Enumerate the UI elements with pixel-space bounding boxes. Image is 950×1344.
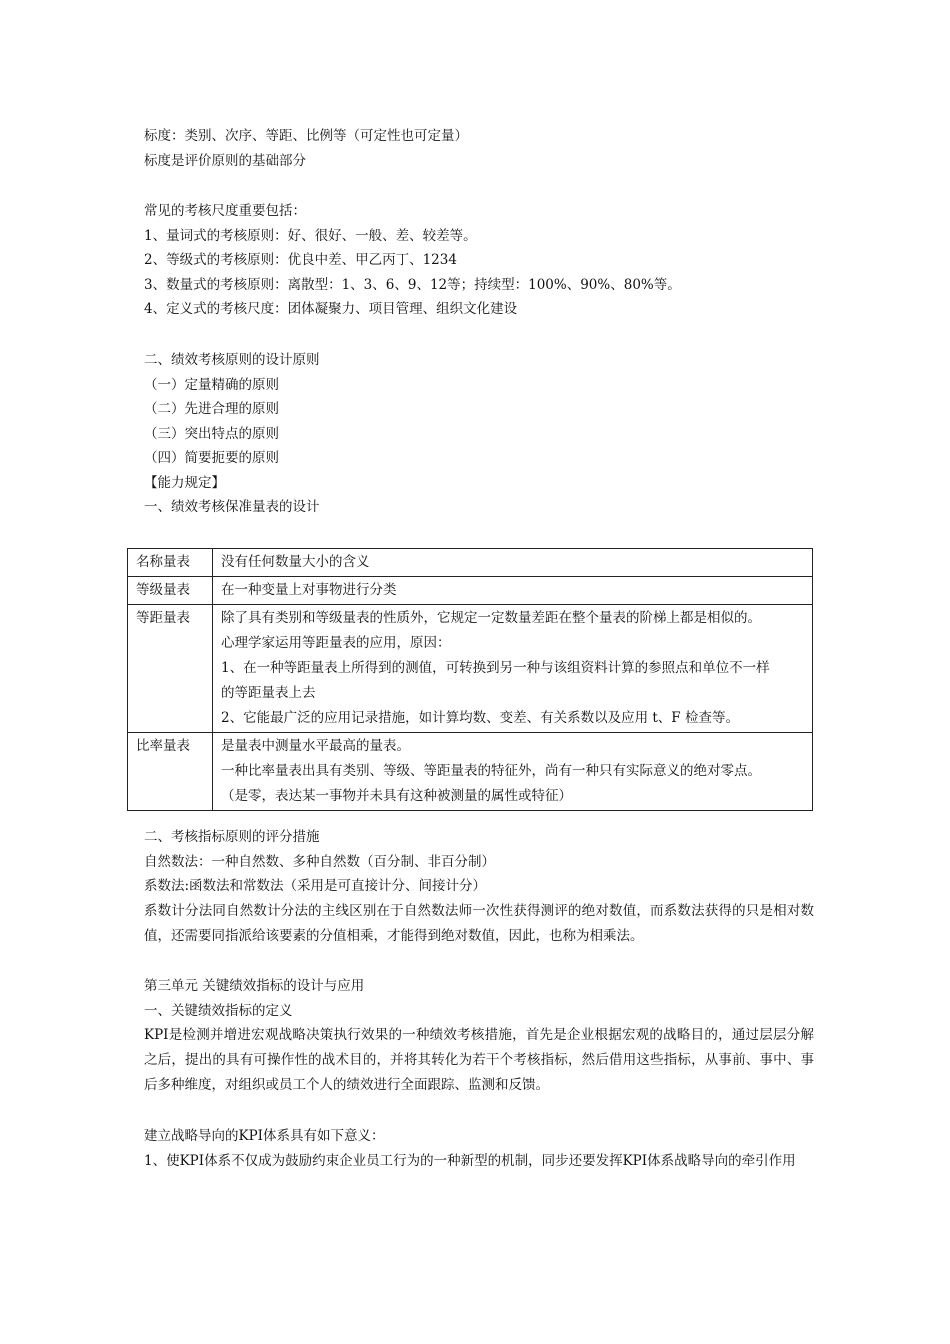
table-cell-name: 等级量表 bbox=[128, 577, 213, 605]
section-heading: 【能力规定】 bbox=[144, 474, 225, 491]
kpi-definition-block bbox=[144, 974, 814, 1098]
design-principles-block bbox=[144, 348, 814, 520]
section-heading: 二、考核指标原则的评分措施 bbox=[144, 829, 320, 845]
table-row bbox=[128, 549, 813, 577]
list-item: （四）简要扼要的原则 bbox=[144, 450, 279, 466]
text-line: 系数法:函数法和常数法（采用是可直接计分、间接计分） bbox=[144, 878, 487, 894]
list-item: （二）先进合理的原则 bbox=[144, 401, 279, 417]
text-line: 标度是评价原则的基础部分 bbox=[144, 152, 306, 169]
unit-heading: 第三单元 关键绩效指标的设计与应用 bbox=[144, 978, 365, 994]
section-heading: 一、绩效考核保准量表的设计 bbox=[144, 499, 320, 515]
common-scales-list bbox=[144, 199, 814, 322]
table-cell-desc: 没有任何数量大小的含义 bbox=[213, 549, 813, 577]
paragraph: KPI是检测并增进宏观战略决策执行效果的一种绩效考核措施，首先是企业根据宏观的战略目的，通过层层分解之后，提出的具有可操作性的战术目的，并将其转化为若干个考核指标，然后借用这些指标，从事前、事中、事后多种维度，对组织或员工个人的绩效进行全面跟踪、监测和反馈。 bbox=[144, 1027, 814, 1093]
paragraph: 系数计分法同自然数计分法的主线区别在于自然数法师一次性获得测评的绝对数值，而系数法获得的只是相对数值，还需要同指派给该要素的分值相乘，才能得到绝对数值，因此，也称为相乘法。 bbox=[144, 902, 814, 944]
scoring-methods-block bbox=[144, 825, 814, 949]
table-cell-name: 名称量表 bbox=[128, 549, 213, 577]
list-item: 4、定义式的考核尺度：团体凝聚力、项目管理、组织文化建设 bbox=[144, 301, 518, 317]
text-line: 标度：类别、次序、等距、比例等（可定性也可定量） bbox=[144, 128, 468, 144]
table-row bbox=[128, 605, 813, 733]
section-heading: 一、关键绩效指标的定义 bbox=[144, 1002, 293, 1019]
list-item: （三）突出特点的原则 bbox=[144, 425, 279, 442]
table-cell-desc: 在一种变量上对事物进行分类 bbox=[213, 577, 813, 605]
list-heading: 常见的考核尺度重要包括： bbox=[144, 203, 306, 219]
list-item: 2、等级式的考核原则：优良中差、甲乙丙丁、1234 bbox=[144, 252, 457, 268]
list-item: （一）定量精确的原则 bbox=[144, 376, 279, 393]
table-cell-desc: 是量表中测量水平最高的量表。 一种比率量表出具有类别、等级、等距量表的特征外，尚有一种只有实际意义的绝对零点。 （是零，表达某一事物并未具有这种被测量的属性或特征） bbox=[213, 733, 813, 811]
paragraph: 1、使KPI体系不仅成为鼓励约束企业员工行为的一种新型的机制，同步还要发挥KPI体系战略导向的牵引作用 bbox=[144, 1152, 796, 1169]
list-item: 1、量词式的考核原则：好、很好、一般、差、较差等。 bbox=[144, 227, 477, 244]
scale-definition-block bbox=[144, 124, 814, 173]
kpi-significance-block bbox=[144, 1124, 814, 1174]
section-heading: 二、绩效考核原则的设计原则 bbox=[144, 352, 320, 368]
list-item: 3、数量式的考核原则：离散型：1、3、6、9、12等；持续型：100%、90%、80%等。 bbox=[144, 276, 681, 293]
table-row bbox=[128, 577, 813, 605]
table-cell-desc: 除了具有类别和等级量表的性质外，它规定一定数量差距在整个量表的阶梯上都是相似的。 心理学家运用等距量表的应用，原因： 1、在一种等距量表上所得到的测值，可转换到另一种与该组资料计算的参照点和单位不一样 的等距量表上去 2、它能最广泛的应用记录措施，如计算均数、变差、有关系数以及应用 t、F 检查等。 bbox=[213, 605, 813, 733]
table-cell-name: 等距量表 bbox=[128, 605, 213, 733]
text-line: 建立战略导向的KPI体系具有如下意义： bbox=[144, 1128, 385, 1144]
scale-table bbox=[127, 548, 813, 811]
table-row bbox=[128, 733, 813, 811]
table-cell-name: 比率量表 bbox=[128, 733, 213, 811]
text-line: 自然数法：一种自然数、多种自然数（百分制、非百分制） bbox=[144, 853, 495, 870]
